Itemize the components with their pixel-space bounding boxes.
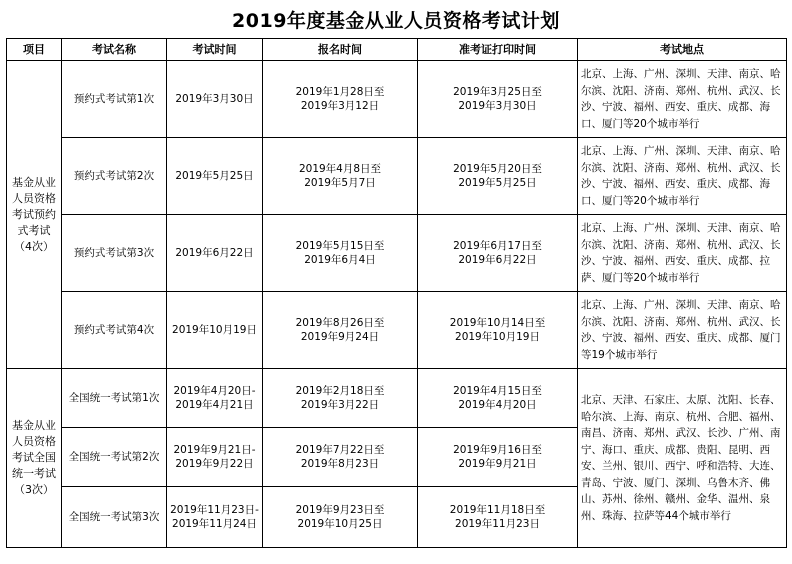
category-appointment-exam: 基金从业 人员资格 考试预约 式考试 （4次）: [7, 61, 62, 369]
exam-name: 预约式考试第4次: [62, 292, 167, 369]
ticket-time: 2019年4月15日至 2019年4月20日: [418, 369, 578, 428]
register-time: 2019年5月15日至 2019年6月4日: [263, 215, 418, 292]
exam-location: 北京、上海、广州、深圳、天津、南京、哈尔滨、沈阳、济南、郑州、杭州、武汉、长沙、宁波、福州、西安、重庆、成都、海口、厦门等20个城市举行: [578, 61, 787, 138]
exam-time: 2019年11月23日- 2019年11月24日: [167, 487, 263, 548]
header-ticket-time: 准考证打印时间: [418, 39, 578, 61]
exam-time: 2019年3月30日: [167, 61, 263, 138]
header-exam-name: 考试名称: [62, 39, 167, 61]
page-title: 2019年度基金从业人员资格考试计划: [232, 10, 560, 32]
ticket-time: 2019年6月17日至 2019年6月22日: [418, 215, 578, 292]
table-row: [7, 215, 787, 292]
exam-time: 2019年10月19日: [167, 292, 263, 369]
ticket-time: 2019年10月14日至 2019年10月19日: [418, 292, 578, 369]
exam-location: 北京、上海、广州、深圳、天津、南京、哈尔滨、沈阳、济南、郑州、杭州、武汉、长沙、宁波、福州、西安、重庆、成都、海口、厦门等20个城市举行: [578, 138, 787, 215]
exam-name: 预约式考试第1次: [62, 61, 167, 138]
exam-location: 北京、上海、广州、深圳、天津、南京、哈尔滨、沈阳、济南、郑州、杭州、武汉、长沙、宁波、福州、西安、重庆、成都、厦门等19个城市举行: [578, 292, 787, 369]
register-time: 2019年2月18日至 2019年3月22日: [263, 369, 418, 428]
exam-time: 2019年5月25日: [167, 138, 263, 215]
register-time: 2019年4月8日至 2019年5月7日: [263, 138, 418, 215]
exam-time: 2019年6月22日: [167, 215, 263, 292]
table-row: [7, 61, 787, 138]
exam-schedule-table: [6, 38, 787, 548]
register-time: 2019年8月26日至 2019年9月24日: [263, 292, 418, 369]
ticket-time: 2019年3月25日至 2019年3月30日: [418, 61, 578, 138]
table-row: [7, 292, 787, 369]
exam-time: 2019年4月20日- 2019年4月21日: [167, 369, 263, 428]
exam-time: 2019年9月21日- 2019年9月22日: [167, 428, 263, 487]
ticket-time: 2019年11月18日至 2019年11月23日: [418, 487, 578, 548]
ticket-time: 2019年5月20日至 2019年5月25日: [418, 138, 578, 215]
header-register-time: 报名时间: [263, 39, 418, 61]
header-exam-location: 考试地点: [578, 39, 787, 61]
table-row: [7, 369, 787, 428]
register-time: 2019年1月28日至 2019年3月12日: [263, 61, 418, 138]
ticket-time: 2019年9月16日至 2019年9月21日: [418, 428, 578, 487]
header-project: 项目: [7, 39, 62, 61]
table-header-row: [7, 39, 787, 61]
register-time: 2019年9月23日至 2019年10月25日: [263, 487, 418, 548]
exam-name: 全国统一考试第3次: [62, 487, 167, 548]
exam-name: 全国统一考试第2次: [62, 428, 167, 487]
category-national-exam: 基金从业 人员资格 考试全国 统一考试 （3次）: [7, 369, 62, 548]
exam-location-national: 北京、天津、石家庄、太原、沈阳、长春、哈尔滨、上海、南京、杭州、合肥、福州、南昌、济南、郑州、武汉、长沙、广州、南宁、海口、重庆、成都、贵阳、昆明、西安、兰州、银川、西宁、呼和浩特、大连、青岛、宁波、厦门、深圳、乌鲁木齐、佛山、苏州、徐州、赣州、金华、温州、泉州、珠海、拉萨等44个城市举行: [578, 369, 787, 548]
register-time: 2019年7月22日至 2019年8月23日: [263, 428, 418, 487]
table-row: [7, 138, 787, 215]
exam-location: 北京、上海、广州、深圳、天津、南京、哈尔滨、沈阳、济南、郑州、杭州、武汉、长沙、宁波、福州、西安、重庆、成都、拉萨、厦门等20个城市举行: [578, 215, 787, 292]
header-exam-time: 考试时间: [167, 39, 263, 61]
exam-name: 预约式考试第2次: [62, 138, 167, 215]
exam-name: 全国统一考试第1次: [62, 369, 167, 428]
exam-name: 预约式考试第3次: [62, 215, 167, 292]
